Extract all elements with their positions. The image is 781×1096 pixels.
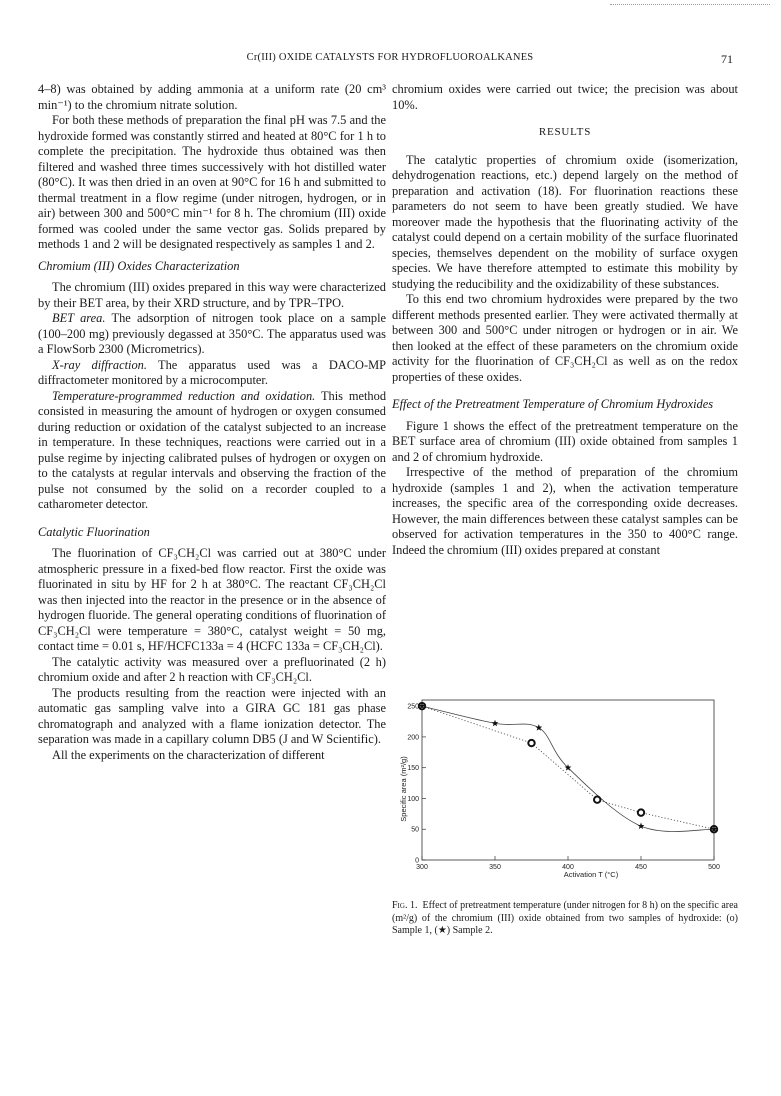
paragraph: Figure 1 shows the effect of the pretreatment temperature on the BET surface area of chromium (III) oxide obtained from samples 1 and 2 of chromium hydroxide.: [392, 418, 738, 464]
paragraph-xrd: [38, 358, 386, 389]
y-tick-label: 250: [407, 703, 419, 711]
y-tick-label: 50: [411, 826, 419, 834]
running-head: [0, 52, 781, 68]
paragraph: The fluorination of CF₃CH₂Cl was carried out at 380°C under atmospheric pressure in a fixed-bed flow reactor. First the oxide was fluorinated in situ by HF for 2 h at 380°C. The reactant CF₃CH₂Cl was then injected into the reactor in the presence or in the absence of hydrogen fluoride. The general operating conditions of fluorination of CF₃CH₂Cl were temperature = 380°C, catalyst weight = 50 mg, contact time = 0.01 s, HF/HCFC133a = 4 (HCFC 133a = CF₃CH₂Cl).: [38, 546, 386, 653]
paragraph: For both these methods of preparation the final pH was 7.5 and the hydroxide formed was constantly stirred and heated at 80°C for 1 h to complete the precipitation. The hydroxide thus obtained was then filtered and washed three times successively with hot distilled water (80°C). It was then dried in an oven at 90°C for 16 h and submitted to thermal treatment in a flow regime (under nitrogen, hydrogen, or in air) between 300 and 500°C min⁻¹ for 8 h. The chromium (III) oxide formed was cooled under the same vector gas. Solids prepared by methods 1 and 2 will be designated respectively as samples 1 and 2.: [38, 113, 386, 251]
paragraph: The catalytic activity was measured over a prefluorinated (2 h) chromium oxide and after 2 h reaction with CF₃CH₂Cl.: [38, 654, 386, 684]
x-tick-label: 400: [562, 864, 574, 871]
runin-heading: BET area.: [52, 311, 106, 325]
chart-axes: [407, 700, 720, 871]
paragraph: The chromium (III) oxides prepared in this way were characterized by their BET area, by their XRD structure, and by TPR–TPO.: [38, 280, 386, 310]
left-column: [38, 82, 386, 763]
chart-series-markers: [419, 703, 718, 833]
x-axis-label: Activation T (°C): [563, 870, 619, 879]
y-tick-label: 100: [407, 795, 419, 803]
x-tick-label: 500: [708, 864, 720, 871]
figure-1-chart: [392, 694, 732, 894]
runin-heading: Temperature-programmed reduction and oxidation.: [52, 388, 316, 403]
top-rule: [610, 4, 770, 5]
data-point-circle: [594, 796, 600, 802]
section-heading-results: RESULTS: [538, 126, 592, 138]
paragraph-bet: [38, 311, 386, 358]
caption-label: Fig. 1.: [392, 900, 418, 911]
paragraph-text: The adsorption of nitrogen took place on a sample (100–200 mg) previously degassed at 350°C. The apparatus used was a FlowSorb 2300 (Micrometrics).: [38, 311, 387, 356]
plot-frame: [422, 700, 714, 860]
section-heading-fluorination: Catalytic Fluorination: [38, 524, 150, 539]
page-number: 71: [721, 52, 733, 66]
paragraph: The products resulting from the reaction were injected with an automatic gas sampling valve into a GIRA GC 181 gas phase chromatograph and analyzed with a flame ionization detector. The separation was made in a capillary column DB5 (J and W Scientific).: [38, 685, 386, 746]
paragraph: Irrespective of the method of preparation of the chromium hydroxide (samples 1 and 2), when the activation temperature increases, the specific area of the corresponding oxide decreases. However, the main differences between these catalyst samples can be observed for activation temperatures in the 350 to 400°C range. Indeed the chromium (III) oxides prepared at constant: [392, 465, 738, 557]
runin-heading: X-ray diffraction.: [52, 357, 147, 372]
data-point-star: [492, 720, 499, 727]
y-tick-label: 0: [415, 857, 419, 865]
data-point-circle: [638, 809, 644, 815]
paragraph: chromium oxides were carried out twice; the precision was about 10%.: [392, 82, 738, 112]
y-tick-label: 200: [407, 734, 419, 742]
y-axis-label: Specific area (m²/g): [399, 756, 408, 822]
paragraph: To this end two chromium hydroxides were prepared by the two different methods presented earlier. They were activated thermally at between 300 and 500°C under nitrogen or hydrogen or in air. We then looked at the effect of these parameters on the chromium oxide activity for the fluorination of CF₃CH₂Cl as well as on the redox properties of these oxides.: [392, 292, 738, 384]
x-tick-label: 450: [635, 864, 647, 871]
right-column: [392, 82, 738, 558]
paragraph-text: This method consisted in measuring the amount of hydrogen or oxygen consumed during reduction or oxidation of the catalyst subjected to an increase in temperature. In these techniques, reactions were carried out in a pulse regime by injecting calibrated pulses of hydrogen or oxygen on to the catalysts at regular intervals and observing the fraction of the pulse not consumed by the solid on a recorder coupled to a catharometer detector.: [38, 388, 387, 511]
section-heading-effect: Effect of the Pretreatment Temperature of Chromium Hydroxides: [392, 397, 714, 411]
paragraph: The catalytic properties of chromium oxide (isomerization, dehydrogenation reactions, etc.) depend largely on the method of preparation and activation (18). For fluorination reactions these parameters do not seem to have been greatly studied. We have moreover made the hypothesis that the fluorinating activity of the catalyst could depend on a certain mobility of the surface fluorinated species, themselves dependent on the mobility of surface oxygen species. We have therefore attempted to estimate this mobility by studying the reducibility and the oxidizability of these substances.: [392, 152, 738, 291]
paragraph: All the experiments on the characterization of different: [52, 747, 325, 762]
paragraph: 4–8) was obtained by adding ammonia at a uniform rate (20 cm³ min⁻¹) to the chromium nitrate solution.: [38, 82, 386, 112]
x-tick-label: 300: [416, 864, 428, 871]
data-point-circle: [528, 740, 534, 746]
running-title: Cr(III) OXIDE CATALYSTS FOR HYDROFLUOROALKANES: [246, 52, 534, 63]
caption-text: Effect of pretreatment temperature (under nitrogen for 8 h) on the specific area (m²/g) of the chromium (III) oxide obtained from two samples of hydroxide: (o) Sample 1, (★) Sample 2.: [392, 900, 738, 936]
paragraph-text: The apparatus used was a DACO-MP diffractometer monitored by a microcomputer.: [38, 357, 386, 387]
y-tick-label: 150: [407, 765, 419, 773]
figure-caption: [392, 900, 738, 938]
data-point-star: [638, 823, 645, 830]
paragraph-tpr: [38, 389, 386, 513]
x-tick-label: 350: [489, 864, 501, 871]
section-heading-characterization: Chromium (III) Oxides Characterization: [38, 258, 240, 273]
